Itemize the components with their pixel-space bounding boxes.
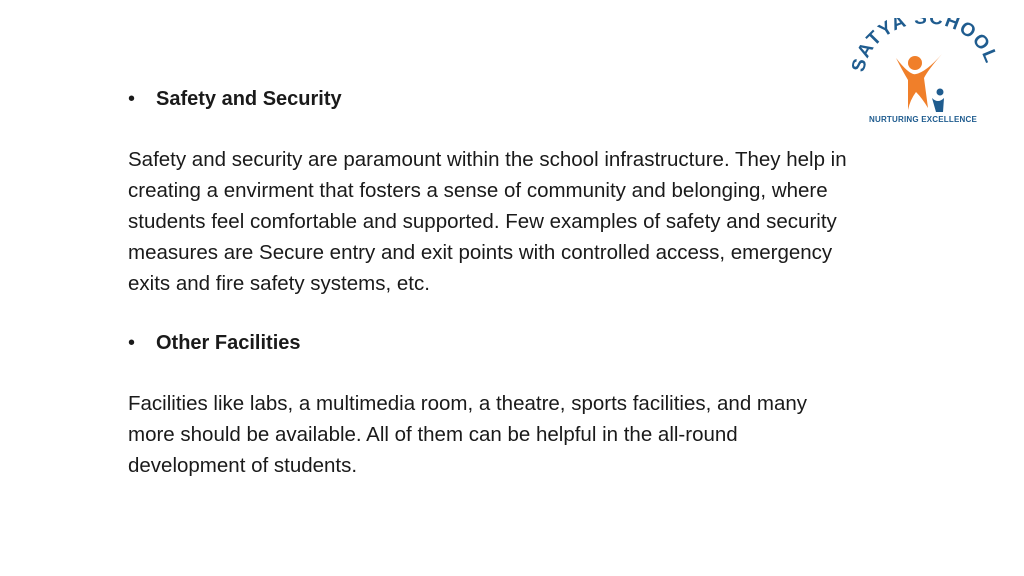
svg-text:SATYA SCHOOL: [848, 18, 1002, 74]
bullet-icon: •: [128, 332, 136, 354]
bullet-icon: •: [128, 88, 136, 110]
satya-school-logo: [844, 18, 1002, 130]
section-heading-safety: [128, 84, 848, 115]
logo-brand-name: SATYA SCHOOL: [848, 18, 1002, 74]
logo-tagline: NURTURING EXCELLENCE: [868, 115, 977, 124]
logo-emblem-icon: [844, 18, 1002, 118]
paragraph-facilities: Facilities like labs, a multimedia room, a theatre, sports facilities, and many more should be available. All of them can be helpful in the all-round development of students.: [128, 392, 808, 477]
paragraph-safety: Safety and security are paramount within the school infrastructure. They help in creating a envirment that fosters a sense of community and belonging, where students feel comfortable and supported. Few examples of safety and security measures are Secure entry and exit points with controlled access, emergency exits and fire safety systems, etc.: [128, 148, 847, 295]
slide-content: [128, 84, 848, 510]
heading-text: Other Facilities: [156, 332, 301, 354]
section-heading-facilities: [128, 328, 848, 359]
heading-text: Safety and Security: [156, 88, 342, 110]
